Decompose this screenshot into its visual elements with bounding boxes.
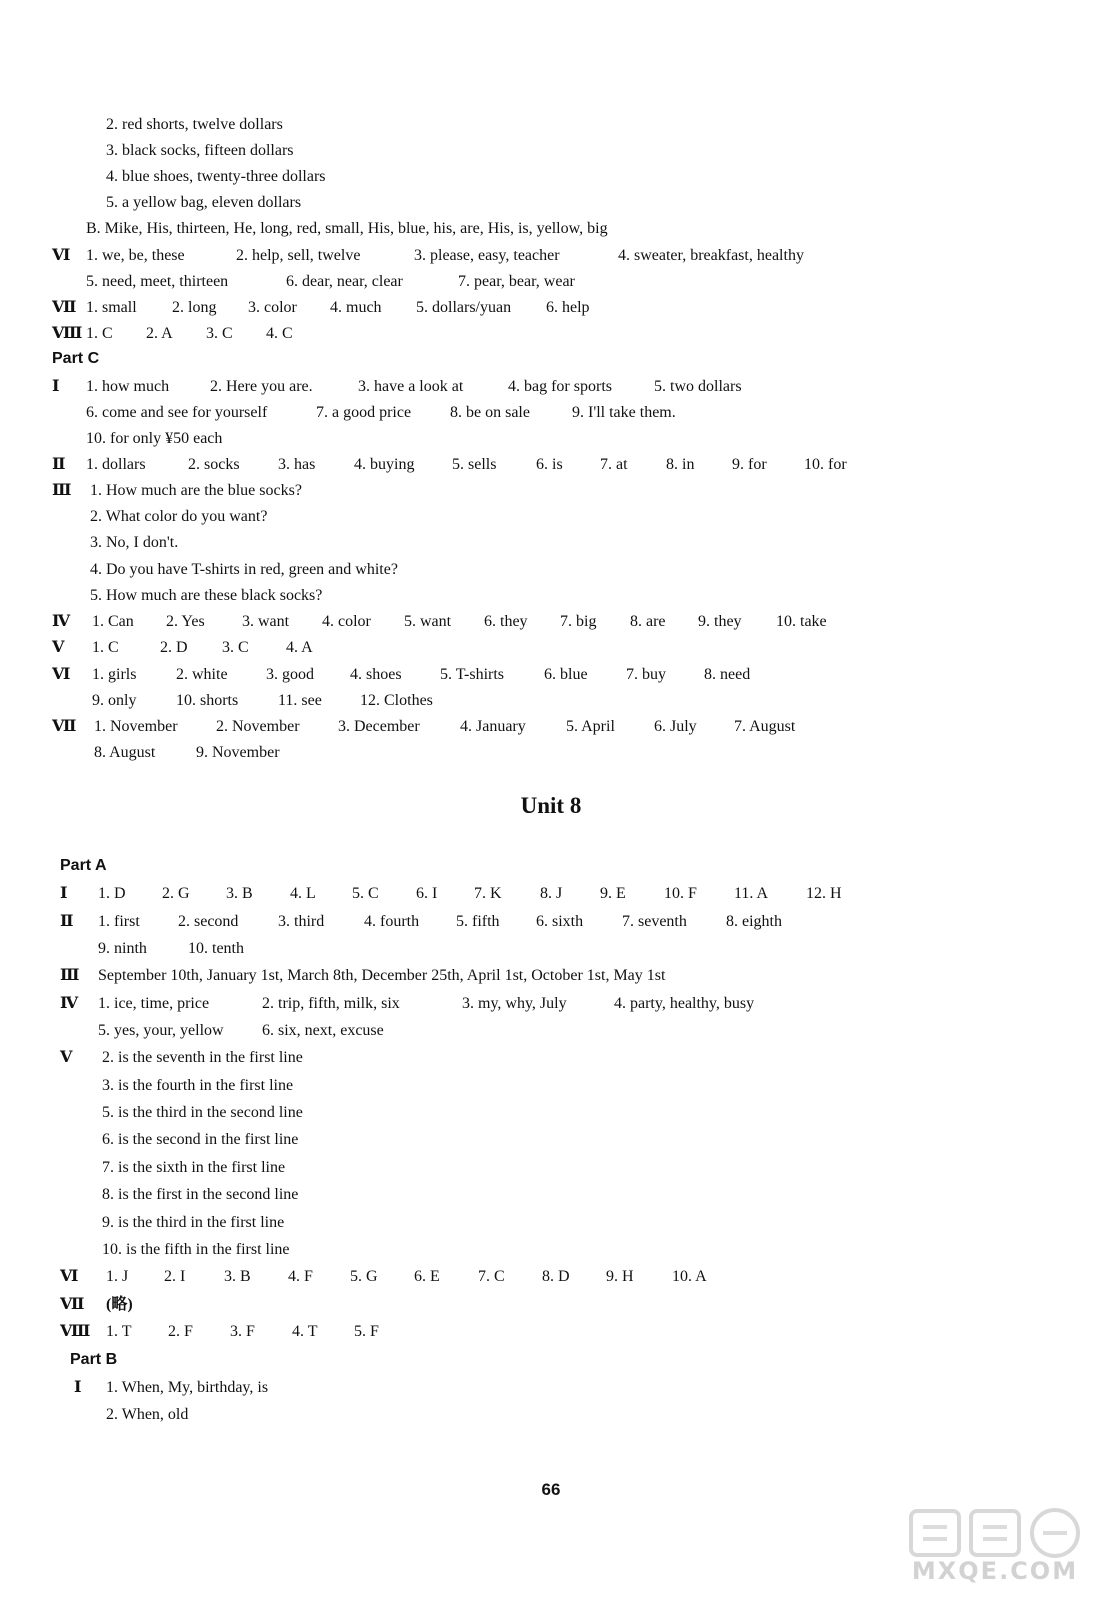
answer-item: 12. Clothes	[360, 692, 433, 709]
answer-item: 10. F	[664, 885, 697, 902]
answer-item: 10. take	[776, 613, 827, 630]
answer-item: 2. G	[162, 885, 190, 902]
answer-item: 8. J	[540, 885, 563, 902]
answer-item: 5. C	[352, 885, 379, 902]
answer-item: 7. August	[734, 718, 796, 735]
answer-item: 6. sixth	[536, 913, 584, 930]
answer-item: 2. November	[216, 718, 300, 735]
answer-item: 3. No, I don't.	[90, 534, 179, 551]
roman-numeral: Ⅷ	[52, 325, 83, 342]
answer-item: 1. D	[98, 885, 126, 902]
roman-numeral: Ⅳ	[60, 995, 79, 1012]
answer-item: 11. see	[278, 692, 322, 709]
answer-item: 4. January	[460, 718, 526, 735]
answer-item: 10. for	[804, 456, 847, 473]
answer-item: 10. tenth	[188, 940, 244, 957]
answer-item: 2. What color do you want?	[90, 508, 268, 525]
answer-item: 4. color	[322, 613, 371, 630]
answer-item: 5. two dollars	[654, 378, 742, 395]
answer-item: 5. T-shirts	[440, 666, 505, 683]
answer-item: 6. July	[654, 718, 697, 735]
answer-item: 8. eighth	[726, 913, 782, 930]
answer-item: 3. C	[222, 639, 249, 656]
answer-item: 5. need, meet, thirteen	[86, 273, 229, 290]
answer-item: 1. When, My, birthday, is	[106, 1379, 269, 1396]
answer-item: 1. dollars	[86, 456, 146, 473]
answer-item: 9. they	[698, 613, 742, 630]
answer-item: 2. Yes	[166, 613, 205, 630]
answer-item: 7. pear, bear, wear	[458, 273, 575, 290]
answer-text: 4. blue shoes, twenty-three dollars	[106, 168, 326, 185]
answer-item: 2. I	[164, 1268, 186, 1285]
watermark-logo-icon	[905, 1505, 1085, 1565]
answer-item: 7. K	[474, 885, 502, 902]
watermark-text: MXQE.COM	[911, 1557, 1079, 1585]
roman-numeral: Ⅶ	[52, 718, 77, 735]
answer-text: B. Mike, His, thirteen, He, long, red, small, His, blue, his, are, His, is, yellow, big	[86, 220, 608, 237]
roman-numeral: Ⅰ	[74, 1379, 82, 1396]
answer-item: 10. is the fifth in the first line	[102, 1241, 290, 1258]
answer-item: 9. ninth	[98, 940, 147, 957]
answer-item: 1. T	[106, 1323, 132, 1340]
answer-item: 2. socks	[188, 456, 240, 473]
answer-item: 4. F	[288, 1268, 313, 1285]
answer-item: 4. much	[330, 299, 382, 316]
answer-item: 6. dear, near, clear	[286, 273, 403, 290]
answer-item: 4. party, healthy, busy	[614, 995, 755, 1012]
answer-item: 9. I'll take them.	[572, 404, 676, 421]
answer-item: 8. need	[704, 666, 751, 683]
roman-numeral: Ⅵ	[52, 247, 71, 264]
answer-item: 6. six, next, excuse	[262, 1022, 384, 1039]
answer-item: 2. long	[172, 299, 217, 316]
answer-item: 2. When, old	[106, 1406, 189, 1423]
roman-numeral: Ⅰ	[60, 885, 68, 902]
answer-item: 10. A	[672, 1268, 707, 1285]
answer-item: 8. are	[630, 613, 666, 630]
answer-item: 2. A	[146, 325, 173, 342]
answer-item: 1. C	[86, 325, 113, 342]
answer-item: 4. shoes	[350, 666, 402, 683]
answer-item: 3. my, why, July	[462, 995, 567, 1012]
answer-item: 2. D	[160, 639, 188, 656]
answer-item: 8. is the first in the second line	[102, 1186, 299, 1203]
answer-item: 3. B	[226, 885, 253, 902]
answer-item: 1. girls	[92, 666, 137, 683]
answer-item: 2. second	[178, 913, 239, 930]
answer-item: 7. C	[478, 1268, 505, 1285]
answer-item: 5. want	[404, 613, 452, 630]
answer-text: 2. red shorts, twelve dollars	[106, 116, 283, 133]
answer-item: 3. F	[230, 1323, 255, 1340]
answer-item: 2. Here you are.	[210, 378, 313, 395]
answer-item: 9. is the third in the first line	[102, 1214, 285, 1231]
answer-item: 2. trip, fifth, milk, six	[262, 995, 400, 1012]
answer-item: 7. big	[560, 613, 597, 630]
answer-item: 3. please, easy, teacher	[414, 247, 560, 264]
answer-item: 5. dollars/yuan	[416, 299, 512, 316]
answer-item: 3. color	[248, 299, 297, 316]
roman-numeral: Ⅳ	[52, 613, 71, 630]
answer-item: 9. H	[606, 1268, 634, 1285]
answer-item: 6. is the second in the first line	[102, 1131, 299, 1148]
answer-item: 10. for only ¥50 each	[86, 430, 223, 447]
answer-item: 5. F	[354, 1323, 379, 1340]
watermark	[905, 1505, 1085, 1593]
roman-numeral: Ⅵ	[60, 1268, 79, 1285]
answer-item: 1. November	[94, 718, 178, 735]
answer-item: 7. seventh	[622, 913, 687, 930]
answer-item: 5. yes, your, yellow	[98, 1022, 224, 1039]
answer-item: 7. at	[600, 456, 628, 473]
section-heading: Part B	[70, 1351, 118, 1368]
answer-item: 3. B	[224, 1268, 251, 1285]
roman-numeral: Ⅴ	[60, 1049, 73, 1066]
roman-numeral: Ⅱ	[52, 456, 66, 473]
answer-item: 5. G	[350, 1268, 378, 1285]
answer-item: 4. fourth	[364, 913, 420, 930]
answer-item: 8. be on sale	[450, 404, 530, 421]
answer-item: 11. A	[734, 885, 769, 902]
answer-item: 3. C	[206, 325, 233, 342]
answer-item: 4. C	[266, 325, 293, 342]
answer-item: 3. is the fourth in the first line	[102, 1077, 294, 1094]
answer-item: 7. buy	[626, 666, 666, 683]
roman-numeral: Ⅰ	[52, 378, 60, 395]
answer-item: 2. help, sell, twelve	[236, 247, 361, 264]
roman-numeral: Ⅴ	[52, 639, 65, 656]
answer-item: 1. J	[106, 1268, 129, 1285]
answer-item: 3. good	[266, 666, 314, 683]
answer-item: 4. buying	[354, 456, 415, 473]
answer-item: 3. want	[242, 613, 290, 630]
answer-item: 2. white	[176, 666, 228, 683]
answer-item: 1. C	[92, 639, 119, 656]
answer-item: 2. F	[168, 1323, 193, 1340]
answer-item: 5. fifth	[456, 913, 500, 930]
roman-numeral: Ⅱ	[60, 913, 74, 930]
answer-item: 8. August	[94, 744, 156, 761]
unit-title: Unit 8	[520, 793, 582, 818]
answer-item: 5. sells	[452, 456, 497, 473]
answer-item: 1. small	[86, 299, 137, 316]
answer-item: 7. is the sixth in the first line	[102, 1159, 286, 1176]
answer-item: 1. ice, time, price	[98, 995, 210, 1012]
answer-item: 1. we, be, these	[86, 247, 185, 264]
answer-item: 6. come and see for yourself	[86, 404, 268, 421]
answer-item: 1. How much are the blue socks?	[90, 482, 302, 499]
roman-numeral: Ⅶ	[52, 299, 77, 316]
answer-item: 5. is the third in the second line	[102, 1104, 303, 1121]
answer-item: 8. in	[666, 456, 695, 473]
answer-item: 3. December	[338, 718, 420, 735]
answer-item: 4. T	[292, 1323, 318, 1340]
answer-item: 4. A	[286, 639, 313, 656]
roman-numeral: Ⅵ	[52, 666, 71, 683]
answer-item: 2. is the seventh in the first line	[102, 1049, 303, 1066]
answer-item: 9. November	[196, 744, 280, 761]
answer-item: 6. they	[484, 613, 528, 630]
answer-item: 5. How much are these black socks?	[90, 587, 323, 604]
answer-item: 4. bag for sports	[508, 378, 612, 395]
answer-item: 3. have a look at	[358, 378, 464, 395]
answer-item: 6. E	[414, 1268, 440, 1285]
page-number: 66	[541, 1480, 561, 1499]
answer-text: 3. black socks, fifteen dollars	[106, 142, 294, 159]
section-heading: Part A	[60, 857, 107, 874]
answer-item: 5. April	[566, 718, 615, 735]
answer-item: 9. only	[92, 692, 137, 709]
answer-item: 12. H	[806, 885, 842, 902]
answer-item: 6. I	[416, 885, 438, 902]
answer-item: 6. help	[546, 299, 590, 316]
roman-numeral: Ⅲ	[60, 967, 80, 984]
answer-text: 5. a yellow bag, eleven dollars	[106, 194, 302, 211]
answer-item: September 10th, January 1st, March 8th, December 25th, April 1st, October 1st, May 1st	[98, 967, 666, 984]
answer-item: 6. blue	[544, 666, 588, 683]
roman-numeral: Ⅲ	[52, 482, 72, 499]
answer-item: 8. D	[542, 1268, 570, 1285]
answer-item: 3. third	[278, 913, 325, 930]
answer-item: 1. first	[98, 913, 140, 930]
answer-item: (略)	[106, 1296, 133, 1313]
answer-item: 6. is	[536, 456, 563, 473]
answer-item: 3. has	[278, 456, 316, 473]
answer-item: 4. sweater, breakfast, healthy	[618, 247, 804, 264]
answer-item: 10. shorts	[176, 692, 239, 709]
roman-numeral: Ⅶ	[60, 1296, 85, 1313]
answer-item: 1. how much	[86, 378, 170, 395]
answer-item: 9. for	[732, 456, 767, 473]
answer-item: 9. E	[600, 885, 626, 902]
section-heading: Part C	[52, 350, 100, 367]
roman-numeral: Ⅷ	[60, 1323, 91, 1340]
answer-item: 4. Do you have T-shirts in red, green and white?	[90, 561, 398, 578]
answer-item: 7. a good price	[316, 404, 412, 421]
answer-item: 1. Can	[92, 613, 134, 630]
answer-item: 4. L	[290, 885, 316, 902]
